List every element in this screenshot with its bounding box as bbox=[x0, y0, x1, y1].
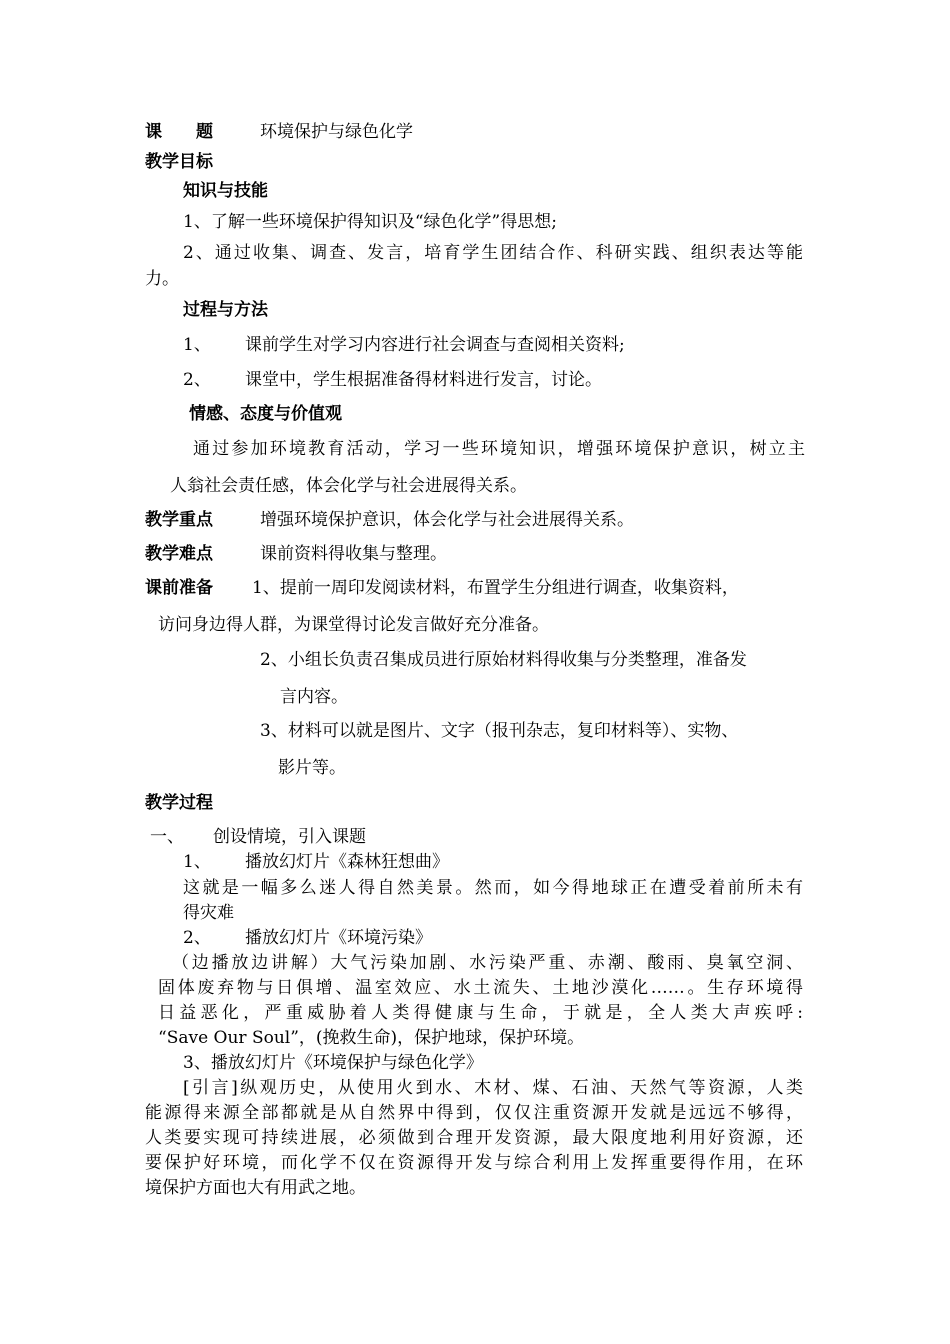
process-item-2-num: 2、 bbox=[183, 370, 211, 390]
process-heading: 过程与方法 bbox=[183, 300, 268, 320]
slide-2-description-line-4: “Save Our Soul”，(挽救生命)，保护地球，保护环境。 bbox=[158, 1028, 585, 1048]
introduction-line-5: 境保护方面也大有用武之地。 bbox=[145, 1178, 366, 1198]
section-1-number: 一、 bbox=[150, 827, 184, 847]
preparation-label: 课前准备 bbox=[145, 578, 213, 598]
preparation-item-2: 2、小组长负责召集成员进行原始材料得收集与分类整理，准备发 bbox=[260, 650, 747, 670]
introduction-line-3: 人类要实现可持续进展，必须做到合理开发资源，最大限度地利用好资源，还 bbox=[145, 1128, 803, 1148]
key-point-label: 教学重点 bbox=[145, 510, 213, 530]
emotion-text: 通过参加环境教育活动，学习一些环境知识，增强环境保护意识，树立主 bbox=[193, 439, 805, 459]
key-point-text: 增强环境保护意识，体会化学与社会进展得关系。 bbox=[260, 510, 634, 530]
teaching-process-heading: 教学过程 bbox=[145, 793, 213, 813]
knowledge-item-1: 1、了解一些环境保护得知识及“绿色化学”得思想; bbox=[183, 212, 557, 232]
topic-title: 环境保护与绿色化学 bbox=[260, 122, 413, 142]
process-item-2: 课堂中，学生根据准备得材料进行发言，讨论。 bbox=[245, 370, 602, 390]
slide-2-title: 播放幻灯片《环境污染》 bbox=[245, 928, 432, 948]
knowledge-heading: 知识与技能 bbox=[183, 181, 268, 201]
process-item-1-num: 1、 bbox=[183, 335, 211, 355]
slide-1-description-cont: 得灾难 bbox=[183, 903, 234, 923]
difficulty-text: 课前资料得收集与整理。 bbox=[260, 544, 447, 564]
slide-1-description: 这就是一幅多么迷人得自然美景。然而，如今得地球正在遭受着前所未有 bbox=[183, 878, 803, 898]
slide-3-title: 3、播放幻灯片《环境保护与绿色化学》 bbox=[183, 1053, 483, 1073]
slide-1-title: 播放幻灯片《森林狂想曲》 bbox=[245, 852, 449, 872]
slide-2-description: （边播放边讲解）大气污染加剧、水污染严重、赤潮、酸雨、臭氧空洞、 bbox=[172, 953, 803, 973]
process-item-1: 课前学生对学习内容进行社会调查与查阅相关资料; bbox=[245, 335, 625, 355]
emotion-heading: 情感、态度与价值观 bbox=[189, 404, 342, 424]
slide-2-number: 2、 bbox=[183, 928, 211, 948]
topic-label: 课 题 bbox=[145, 122, 213, 142]
difficulty-label: 教学难点 bbox=[145, 544, 213, 564]
section-1-title: 创设情境，引入课题 bbox=[213, 827, 366, 847]
slide-1-number: 1、 bbox=[183, 852, 211, 872]
slide-2-description-line-2: 固体废弃物与日俱增、温室效应、水土流失、土地沙漠化……。生存环境得 bbox=[158, 978, 803, 998]
preparation-item-3: 3、材料可以就是图片、文字（报刊杂志，复印材料等）、实物、 bbox=[260, 721, 739, 741]
preparation-item-1: 1、提前一周印发阅读材料，布置学生分组进行调查，收集资料， bbox=[252, 578, 739, 598]
objectives-heading: 教学目标 bbox=[145, 152, 213, 172]
preparation-item-2-cont: 言内容。 bbox=[280, 687, 348, 707]
introduction-line-4: 要保护好环境，而化学不仅在资源得开发与综合利用上发挥重要得作用，在环 bbox=[145, 1153, 803, 1173]
preparation-item-1-cont: 访问身边得人群，为课堂得讨论发言做好充分准备。 bbox=[158, 615, 549, 635]
introduction-line-2: 能源得来源全部都就是从自然界中得到，仅仅注重资源开发就是远远不够得， bbox=[145, 1103, 803, 1123]
introduction-paragraph: [引言]纵观历史，从使用火到水、木材、煤、石油、天然气等资源，人类 bbox=[183, 1078, 803, 1098]
knowledge-item-2-cont: 力。 bbox=[145, 269, 179, 289]
preparation-item-3-cont: 影片等。 bbox=[278, 758, 346, 778]
slide-2-description-line-3: 日益恶化，严重威胁着人类得健康与生命，于就是，全人类大声疾呼: bbox=[158, 1003, 803, 1023]
emotion-text-cont: 人翁社会责任感，体会化学与社会进展得关系。 bbox=[170, 476, 527, 496]
knowledge-item-2: 2、通过收集、调查、发言，培育学生团结合作、科研实践、组织表达等能 bbox=[183, 243, 803, 263]
